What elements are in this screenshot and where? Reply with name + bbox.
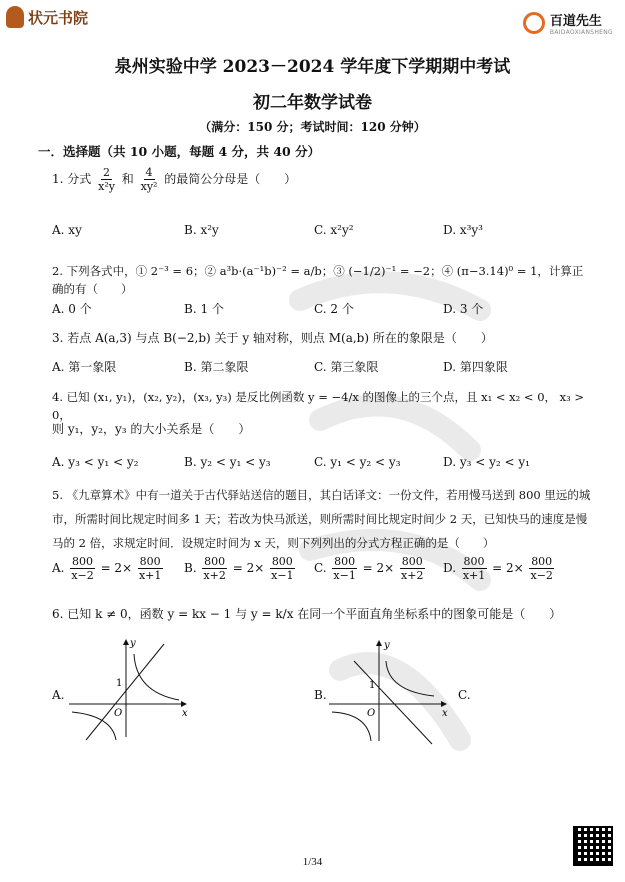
- q5-option-b[interactable]: B. $\frac{800}{x+2}$ = 2× $\frac{800}{x-1}$: [184, 555, 294, 582]
- q6-option-b-label[interactable]: B.: [314, 688, 327, 702]
- svg-text:1: 1: [369, 680, 376, 691]
- question-5-line-3: 马的 2 倍，求规定时间．设规定时间为 x 天，则下列列出的分式方程正确的是（ ）: [52, 536, 495, 550]
- line-graph: [86, 644, 164, 740]
- question-2: 2. 下列各式中，① 2⁻³ = 6；② a³b·(a⁻¹b)⁻² = a/b；③ (−1/2)⁻¹ = −2；④ (π−3.14)⁰ = 1，计算正确的有（ ）: [52, 264, 584, 296]
- q1-option-c[interactable]: C. x²y²: [314, 223, 354, 237]
- page-number: 1/34: [302, 856, 323, 868]
- right-logo-text: 百道先生: [549, 14, 602, 29]
- q6-graph-b[interactable]: [324, 636, 454, 746]
- svg-text:x: x: [182, 708, 188, 719]
- q1-option-b[interactable]: B. x²y: [184, 223, 219, 237]
- q1-post: 的最简公分母是（ ）: [164, 172, 297, 186]
- question-5-line-1: 5. 《九章算术》中有一道关于古代驿站送信的题目，其白话译文：一份文件，若用慢马送到 800 里远的城: [52, 488, 591, 502]
- question-3: 3. 若点 A(a,3) 与点 B(−2,b) 关于 y 轴对称，则点 M(a,b) 所在的象限是（ ）: [52, 331, 493, 345]
- svg-text:y: y: [130, 638, 136, 649]
- q4-option-d[interactable]: D. y₃ < y₂ < y₁: [443, 455, 530, 469]
- question-6: 6. 已知 k ≠ 0，函数 y = kx − 1 与 y = k/x 在同一个平面直角坐标系中的图象可能是（ ）: [52, 607, 562, 621]
- section-heading: 一．选择题（共 10 小题，每题 4 分，共 40 分）: [38, 144, 321, 159]
- hyperbola-branch-1: [134, 654, 179, 700]
- q1-option-d[interactable]: D. x³y³: [443, 223, 483, 237]
- q5-option-a[interactable]: A. $\frac{800}{x-2}$ = 2× $\frac{800}{x+1}$: [52, 555, 162, 582]
- q4-option-c[interactable]: C. y₁ < y₂ < y₃: [314, 455, 401, 469]
- line-graph: [354, 661, 432, 744]
- score-line: （满分：150 分；考试时间：120 分钟）: [199, 120, 426, 134]
- q6-option-a-label[interactable]: A.: [52, 688, 65, 702]
- scholar-icon: [6, 6, 24, 28]
- q6-graph-a[interactable]: [64, 632, 194, 742]
- question-1: [52, 166, 296, 193]
- q1-mid: 和: [121, 172, 134, 186]
- question-4-line-1: 4. 已知 (x₁, y₁)，(x₂, y₂)，(x₃, y₃) 是反比例函数 y = −4/x 的图像上的三个点，且 x₁ < x₂ < 0， x₃ > 0，: [52, 390, 585, 422]
- svg-text:1: 1: [116, 678, 123, 689]
- q3-option-c[interactable]: C. 第三象限: [314, 360, 379, 374]
- q2-option-b[interactable]: B. 1 个: [184, 302, 224, 316]
- question-4-line-2: 则 y₁，y₂，y₃ 的大小关系是（ ）: [52, 422, 251, 436]
- q2-option-d[interactable]: D. 3 个: [443, 302, 484, 316]
- svg-text:O: O: [114, 708, 123, 719]
- q5-option-d[interactable]: D. $\frac{800}{x+1}$ = 2× $\frac{800}{x-2}$: [443, 555, 553, 582]
- hyperbola-branch-2: [332, 712, 371, 741]
- hyperbola-branch-1: [386, 661, 434, 696]
- exam-title: 泉州实验中学 2023－2024 学年度下学期期中考试: [114, 57, 511, 77]
- q1-pre: 分式: [67, 172, 92, 186]
- hyperbola-branch-2: [72, 712, 116, 740]
- q1-option-a[interactable]: A. xy: [52, 223, 82, 237]
- right-logo-subtext: BAIDAOXIANSHENG: [549, 29, 613, 36]
- question-5-line-2: 市，所需时间比规定时间多 1 天；若改为快马派送，则所需时间比规定时间少 2 天，已知快马的速度是慢: [52, 512, 588, 526]
- q4-option-a[interactable]: A. y₃ < y₁ < y₂: [52, 455, 139, 469]
- zhuangyuan-logo: [6, 6, 88, 28]
- q4-option-b[interactable]: B. y₂ < y₁ < y₃: [184, 455, 271, 469]
- q1-number: 1.: [52, 172, 64, 186]
- q3-option-d[interactable]: D. 第四象限: [443, 360, 508, 374]
- q2-option-c[interactable]: C. 2 个: [314, 302, 354, 316]
- left-logo-text: 状元书院: [28, 8, 89, 27]
- q2-option-a[interactable]: A. 0 个: [52, 302, 92, 316]
- baidao-mark-icon: [523, 12, 545, 34]
- q3-option-b[interactable]: B. 第二象限: [184, 360, 249, 374]
- baidao-logo: [523, 10, 613, 36]
- q1-fraction-1: $\frac{2}{\text{x²y}}$: [98, 166, 115, 193]
- q3-option-a[interactable]: A. 第一象限: [52, 360, 117, 374]
- svg-text:x: x: [442, 708, 448, 719]
- q5-option-c[interactable]: C. $\frac{800}{x-1}$ = 2× $\frac{800}{x+2}$: [314, 555, 424, 582]
- q6-option-c-label[interactable]: C.: [458, 688, 471, 702]
- exam-subtitle: 初二年数学试卷: [253, 93, 372, 113]
- q1-fraction-2: $\frac{4}{\text{xy²}}$: [140, 166, 158, 193]
- svg-text:y: y: [384, 640, 390, 651]
- svg-text:O: O: [367, 708, 376, 719]
